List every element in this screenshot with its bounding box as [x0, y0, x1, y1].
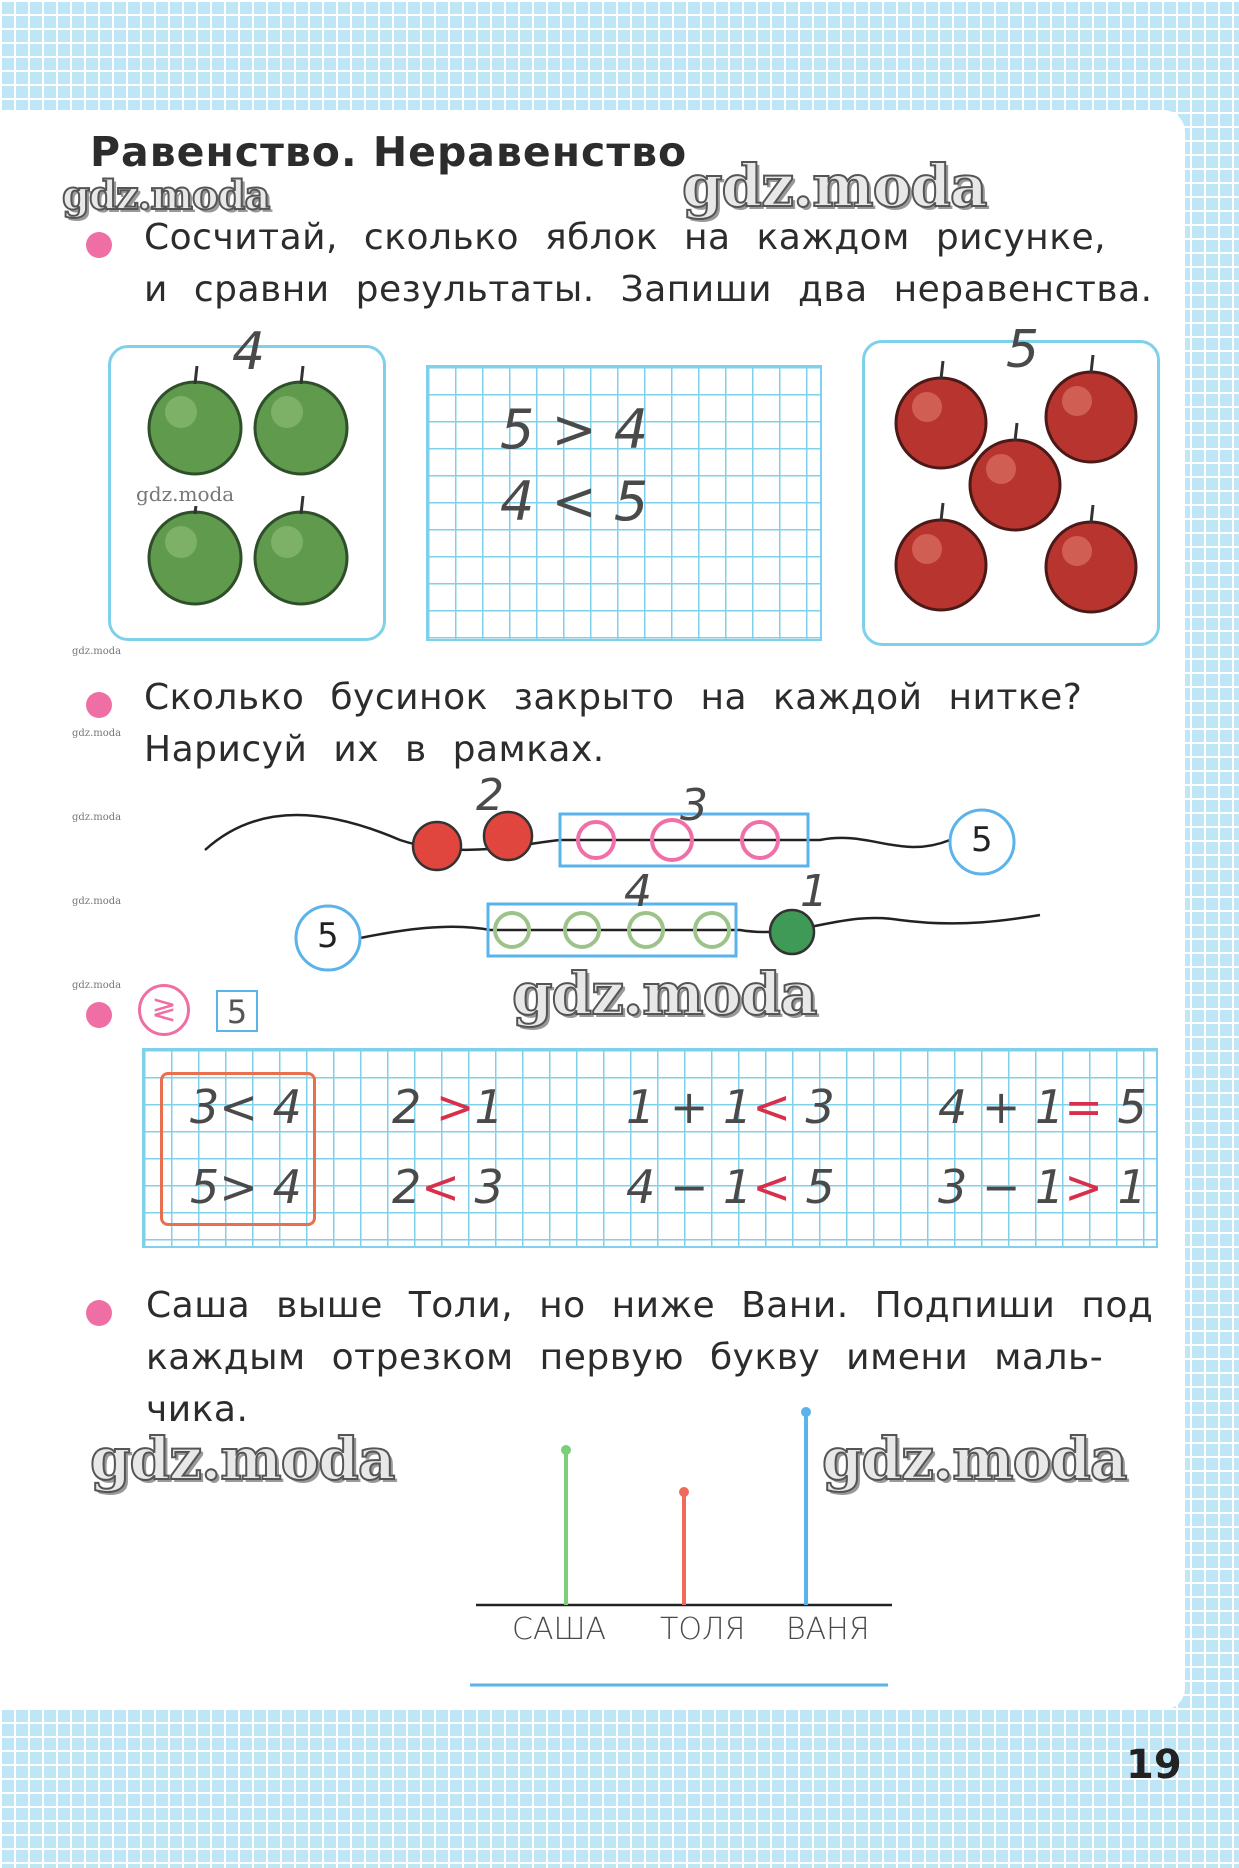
task4-line2: каждым отрезком первую букву имени маль- — [146, 1337, 1104, 1378]
total-2: 5 — [317, 916, 339, 956]
apple-icon — [255, 366, 347, 474]
task-bullet — [86, 1300, 112, 1326]
watermark: gdz.moda — [90, 1425, 395, 1493]
comparison-top-3[interactable]: 1 + 1< 3 — [626, 1080, 835, 1134]
red-apples — [865, 343, 1157, 643]
task-bullet — [86, 232, 112, 258]
answer-inequality-2: 4 < 5 — [500, 470, 649, 533]
apple-icon — [149, 366, 241, 474]
apple-icon — [896, 361, 986, 468]
height-segments — [0, 1400, 1239, 1700]
watermark: gdz.moda — [72, 646, 122, 657]
page-number: 19 — [1126, 1742, 1182, 1788]
comparison-top-2[interactable]: 2 >1 — [392, 1080, 504, 1134]
watermark: gdz.moda — [72, 728, 122, 739]
hidden-count-2: 4 — [624, 866, 652, 917]
comparison-bottom-3[interactable]: 4 − 1< 5 — [626, 1160, 835, 1214]
visible-count-1: 2 — [476, 770, 504, 821]
comparison-example-top: 3< 4 — [190, 1080, 302, 1134]
task1-line2: и сравни результаты. Запиши два неравенства. — [144, 269, 1153, 310]
hidden-count-1: 3 — [680, 780, 708, 831]
watermark: gdz.moda — [822, 1425, 1127, 1493]
visible-count-2: 1 — [800, 866, 828, 917]
red-apples-box — [862, 340, 1160, 646]
watermark: gdz.moda — [72, 980, 122, 991]
label-vanya: ВАНЯ — [786, 1612, 870, 1647]
comparison-example-bottom: 5> 4 — [190, 1160, 302, 1214]
left-count: 4 — [232, 322, 266, 382]
apple-icon — [1046, 505, 1136, 612]
total-1: 5 — [971, 820, 993, 860]
task4-line1: Саша выше Толи, но ниже Вани. Подпиши под — [146, 1285, 1154, 1326]
watermark: gdz.moda — [136, 482, 235, 506]
apple-icon — [896, 503, 986, 610]
comparison-top-4[interactable]: 4 + 1= 5 — [938, 1080, 1147, 1134]
watermark: gdz.moda — [72, 896, 122, 907]
apple-icon — [255, 496, 347, 604]
task-bullet — [86, 1002, 112, 1028]
watermark: gdz.moda — [62, 172, 270, 219]
watermark: gdz.moda — [72, 812, 122, 823]
comparison-bottom-2[interactable]: 2< 3 — [392, 1160, 504, 1214]
exercise-number-box: 5 — [216, 990, 258, 1032]
label-tolya: ТОЛЯ — [660, 1612, 746, 1647]
compare-sign-icon: ≷ — [138, 984, 190, 1036]
apple-icon — [149, 496, 241, 604]
watermark: gdz.moda — [682, 152, 987, 220]
bead-red — [413, 822, 461, 870]
task1-line1: Сосчитай, сколько яблок на каждом рисунке, — [144, 217, 1107, 258]
bead-strings — [0, 770, 1239, 1000]
task2-line2: Нарисуй их в рамках. — [144, 729, 605, 770]
task-bullet — [86, 692, 112, 718]
watermark: gdz.moda — [512, 960, 817, 1028]
page-title: Равенство. Неравенство — [90, 128, 688, 176]
task4-line3: чика. — [146, 1389, 249, 1430]
task2-line1: Сколько бусинок закрыто на каждой нитке? — [144, 677, 1083, 718]
answer-inequality-1: 5 > 4 — [500, 398, 649, 461]
label-sasha: САША — [512, 1612, 607, 1647]
right-count: 5 — [1006, 320, 1040, 380]
apple-icon — [1046, 355, 1136, 462]
comparison-bottom-4[interactable]: 3 − 1> 1 — [938, 1160, 1147, 1214]
